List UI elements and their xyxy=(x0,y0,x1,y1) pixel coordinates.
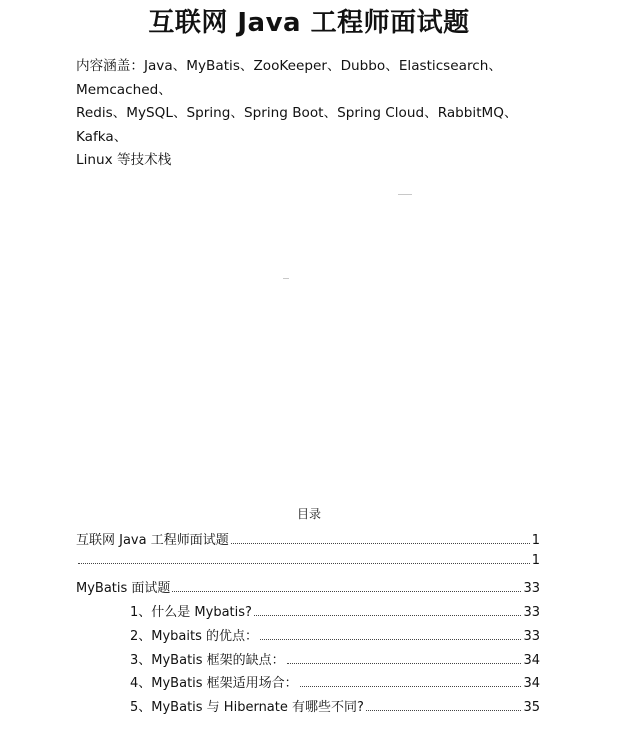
toc-entry-text: 互联网 Java 工程师面试题 xyxy=(76,533,229,548)
toc-entry-page: 33 xyxy=(523,629,540,644)
toc-leader-dots xyxy=(260,638,521,640)
toc-entry[interactable] xyxy=(76,529,540,549)
toc-entry[interactable] xyxy=(130,625,540,645)
toc-entry[interactable] xyxy=(130,672,540,692)
toc-entry-text: MyBatis 面试题 xyxy=(76,581,171,596)
toc-heading: 目录 xyxy=(296,507,321,521)
coverage-line-2: Redis、MySQL、Spring、Spring Boot、Spring Cloud、RabbitMQ、Kafka、 xyxy=(76,105,518,145)
toc-leader-dots xyxy=(366,709,522,711)
scan-mark xyxy=(283,278,289,279)
toc-entry-text: 4、MyBatis 框架适用场合： xyxy=(130,676,298,691)
toc-leader-dots xyxy=(231,542,530,544)
scan-mark xyxy=(398,194,412,195)
toc-entry[interactable] xyxy=(130,601,540,621)
toc-entry[interactable] xyxy=(130,696,540,716)
toc-entry-page: 33 xyxy=(523,605,540,620)
coverage-label: 内容涵盖： xyxy=(76,58,144,74)
toc-entry-text: 2、Mybaits 的优点： xyxy=(130,629,259,644)
toc-entry-page: 34 xyxy=(523,653,540,668)
toc-entry[interactable] xyxy=(76,577,540,597)
coverage-line-1: Java、MyBatis、ZooKeeper、Dubbo、Elasticsearch、Memcached、 xyxy=(76,58,502,98)
toc-leader-dots xyxy=(300,685,522,687)
toc-leader-dots xyxy=(172,590,521,592)
toc-entry-text: 1、什么是 Mybatis? xyxy=(130,605,252,620)
toc-leader-dots xyxy=(78,562,530,564)
toc-entry-page: 33 xyxy=(523,581,540,596)
coverage-line-3: Linux 等技术栈 xyxy=(76,152,172,168)
toc-entry-page: 35 xyxy=(523,700,540,715)
toc-entry-page: 1 xyxy=(531,533,540,548)
toc-entry[interactable] xyxy=(130,649,540,669)
toc-entry-text: 3、MyBatis 框架的缺点： xyxy=(130,653,285,668)
toc-leader-dots xyxy=(254,614,522,616)
toc-leader-dots xyxy=(287,662,522,664)
toc-entry-page: 34 xyxy=(523,676,540,691)
coverage-paragraph xyxy=(76,55,556,173)
toc-entry-page: 1 xyxy=(531,553,540,568)
toc-entry-text: 5、MyBatis 与 Hibernate 有哪些不同? xyxy=(130,700,364,715)
page-title: 互联网 Java 工程师面试题 xyxy=(148,8,470,38)
toc-entry[interactable] xyxy=(76,553,540,573)
